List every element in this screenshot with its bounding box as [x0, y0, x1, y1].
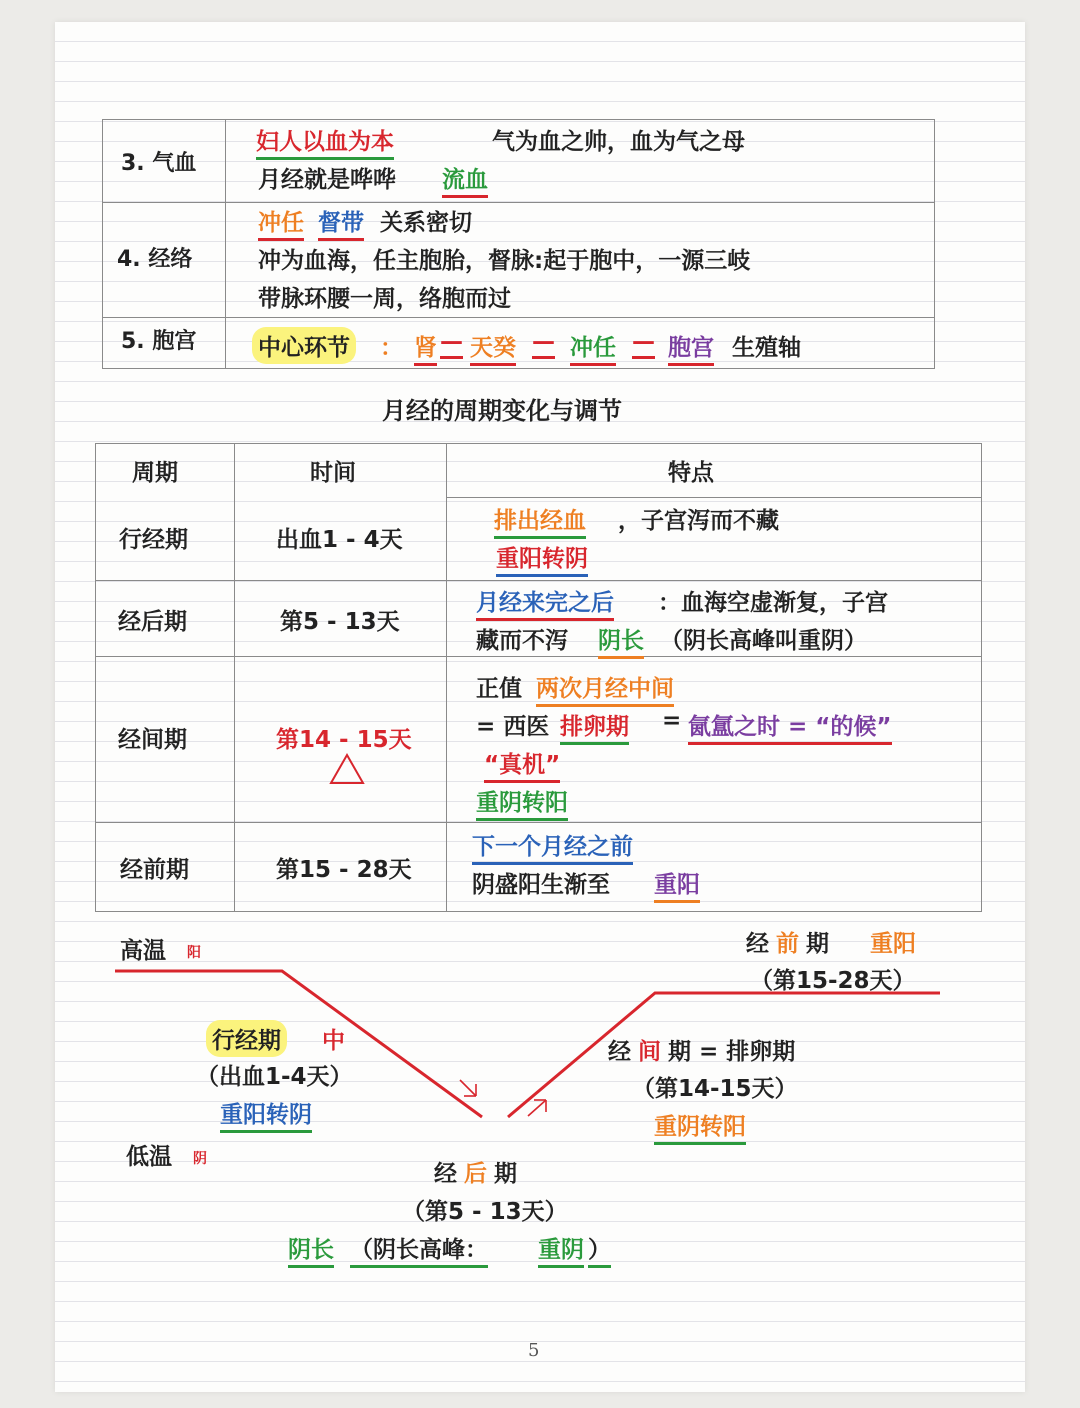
diagram-pre-yang: 重阳: [870, 931, 916, 957]
postmenses-note: （阴长高峰叫重阴）: [660, 628, 867, 654]
diagram-post-label-a: 经: [434, 1161, 457, 1187]
qixue-relationship: 气为血之帅，血为气之母: [492, 129, 745, 155]
premenses-double-yang: 重阳: [654, 866, 700, 903]
low-temp-yin: 阴: [193, 1151, 207, 1167]
diagram-inter-time: （第14-15天）: [632, 1076, 798, 1102]
qixue-key-phrase: 妇人以血为本: [256, 123, 394, 160]
time-premenses: 第15 - 28天: [276, 857, 412, 883]
jingluo-line3: 带脉环腰一周，络胞而过: [258, 286, 511, 312]
inter-feature-prefix: 正值: [476, 676, 522, 702]
jingluo-relation: 关系密切: [380, 210, 472, 236]
inter-between-menses: 两次月经中间: [536, 670, 674, 707]
diagram-inter-b: 间: [638, 1039, 661, 1065]
time-intermenstrual: 第14 - 15天: [276, 727, 412, 753]
inter-yinyun: 氤氲之时 = “的候”: [688, 708, 892, 745]
menses-feature: ，子宫泻而不藏: [618, 508, 779, 534]
diagram-menses-label: 行经期: [206, 1020, 287, 1057]
axis-kidney: 肾: [414, 329, 437, 366]
down-arrow-icon: [460, 1080, 476, 1096]
premenses-feature: 阴盛阳生渐至: [472, 872, 610, 898]
diagram-menses-change: 重阳转阴: [220, 1096, 312, 1133]
axis-uterus: 胞宫: [668, 329, 714, 366]
high-temp-label: 高温: [120, 938, 166, 964]
inter-true-moment: “真机”: [484, 746, 560, 783]
header-features: 特点: [668, 460, 714, 486]
diagram-post-double-yin: 重阴: [538, 1231, 584, 1268]
low-temp-label: 低温: [126, 1144, 172, 1170]
axis-reproductive: 生殖轴: [732, 335, 801, 361]
premenses-feature-key: 下一个月经之前: [472, 828, 633, 865]
row-label-qixue: 3. 气血: [121, 151, 197, 176]
axis-tiangui: 天癸: [470, 329, 516, 366]
axis-dash: —: [632, 329, 655, 359]
period-menses: 行经期: [119, 527, 188, 553]
postmenses-feature: ：血海空虚渐复，子宫: [658, 590, 888, 616]
postmenses-feature-2: 藏而不泻: [476, 628, 568, 654]
period-intermenstrual: 经间期: [118, 727, 187, 753]
inter-western: = 西医: [476, 714, 550, 740]
up-arrow-icon: [528, 1100, 546, 1116]
center-link-highlight: 中心环节: [252, 327, 356, 364]
diagram-pre-a: 经: [746, 931, 769, 957]
postmenses-yin-growth: 阴长: [598, 622, 644, 659]
diagram-post-label-b: 后: [464, 1161, 487, 1187]
axis-dash: —: [440, 329, 463, 359]
diagram-post-yin-growth: 阴长: [288, 1231, 334, 1268]
diagram-pre-b: 前: [776, 931, 799, 957]
header-period: 周期: [132, 460, 178, 486]
diagram-post-note: （阴长高峰：: [350, 1231, 488, 1268]
diagram-pre-c: 期: [806, 931, 829, 957]
qixue-line2: 月经就是哗哗: [258, 167, 396, 193]
inter-ovulation: 排卵期: [560, 708, 629, 745]
diagram-inter-change: 重阴转阳: [654, 1108, 746, 1145]
header-time: 时间: [310, 460, 356, 486]
postmenses-feature-key: 月经来完之后: [476, 584, 614, 621]
diagram-inter-a: 经: [608, 1039, 631, 1065]
period-postmenses: 经后期: [118, 609, 187, 635]
high-temp-yang: 阳: [187, 945, 201, 961]
row-label-jingluo: 4. 经络: [117, 247, 193, 272]
page-number: 5: [528, 1340, 540, 1361]
time-menses: 出血1 - 4天: [276, 527, 403, 553]
qixue-flow-blood: 流血: [442, 161, 488, 198]
row-label-baogong: 5. 胞宫: [121, 329, 197, 354]
diagram-post-label-c: 期: [494, 1161, 517, 1187]
colon: ：: [380, 335, 403, 361]
menses-change: 重阳转阴: [496, 540, 588, 577]
axis-chongren: 冲任: [570, 329, 616, 366]
section-title: 月经的周期变化与调节: [382, 397, 622, 425]
axis-dash: —: [532, 329, 555, 359]
inter-equals: =: [662, 708, 682, 734]
jingluo-line2: 冲为血海，任主胞胎，督脉:起于胞中，一源三岐: [258, 248, 751, 274]
period-premenses: 经前期: [120, 857, 189, 883]
menses-feature-key: 排出经血: [494, 502, 586, 539]
duda-text: 督带: [318, 204, 364, 241]
diagram-menses-mid: 中: [322, 1028, 345, 1054]
diagram-post-close: ）: [588, 1231, 611, 1268]
diagram-post-time: （第5 - 13天）: [402, 1199, 568, 1225]
inter-change: 重阴转阳: [476, 784, 568, 821]
diagram-inter-c: 期 = 排卵期: [668, 1039, 796, 1065]
time-postmenses: 第5 - 13天: [280, 609, 400, 635]
chongren-text: 冲任: [258, 204, 304, 241]
diagram-pre-time: （第15-28天）: [750, 968, 916, 994]
diagram-menses-time: （出血1-4天）: [196, 1064, 353, 1090]
